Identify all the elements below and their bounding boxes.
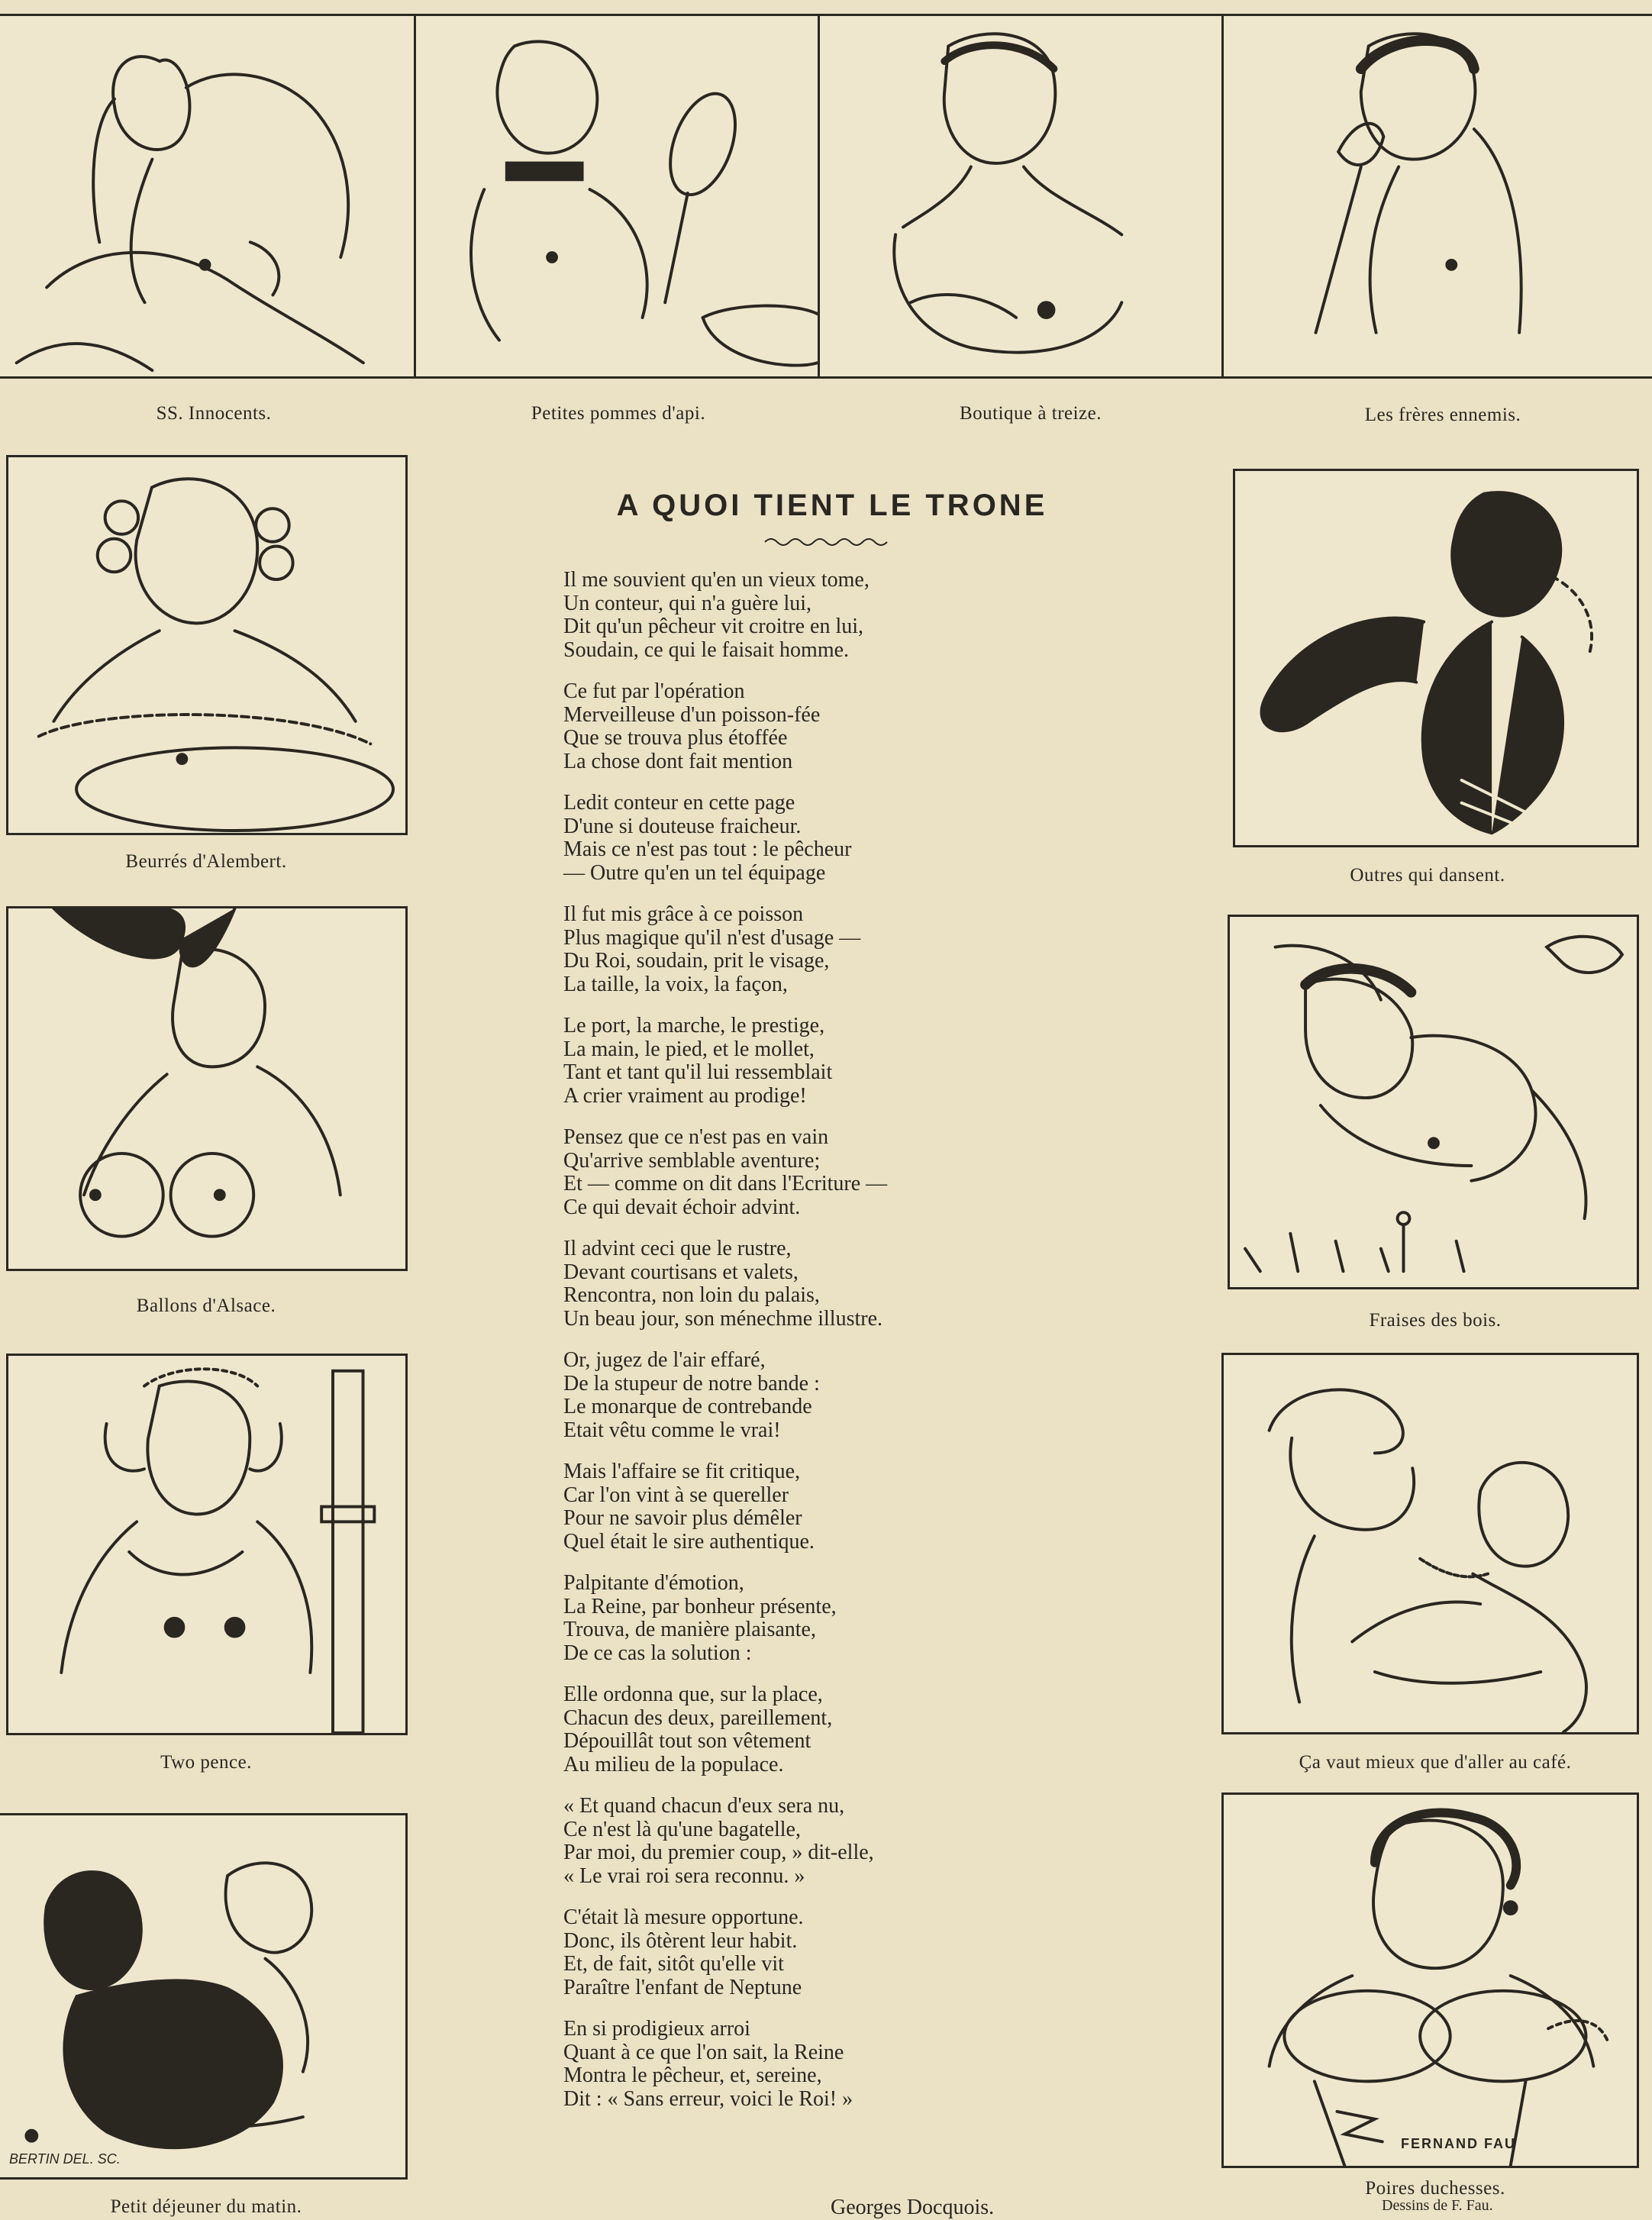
poem-line: En si prodigieux arroi (563, 2017, 750, 2041)
illustration-poires-duchesses (1221, 1792, 1639, 2168)
poem-stanza (563, 1015, 1098, 1108)
poem-author: Georges Docquois. (831, 2196, 995, 2219)
illustration-boutique-a-treize (818, 14, 1224, 379)
poem-line: Et — comme on dit dans l'Ecriture — (563, 1172, 888, 1196)
poem-line: Et, de fait, sitôt qu'elle vit (563, 1952, 784, 1976)
poem-line: Pour ne savoir plus démêler (563, 1506, 802, 1530)
caption-poires-duchesses: Poires duchesses. (1365, 2178, 1505, 2199)
illustration-petit-dejeuner (0, 1813, 408, 2180)
poem-line: De la stupeur de notre bande : (563, 1371, 820, 1396)
poem-stanza (563, 1237, 1098, 1331)
poem-line: Donc, ils ôtèrent leur habit. (563, 1928, 798, 1953)
signature-engraver: BERTIN DEL. SC. (9, 2151, 121, 2167)
caption-ballons-dalsace: Ballons d'Alsace. (136, 1296, 276, 1316)
poem-line: Quant à ce que l'on sait, la Reine (563, 2040, 844, 2064)
poem-line: Soudain, ce qui le faisait homme. (563, 637, 850, 662)
poem-stanza (563, 1683, 1098, 1776)
title-flourish (763, 534, 893, 550)
poem-stanza (563, 1460, 1098, 1554)
poem-line: Paraître l'enfant de Neptune (563, 1975, 802, 1999)
poem-stanza (563, 680, 1098, 773)
poem-line: « Le vrai roi sera reconnu. » (563, 1863, 805, 1888)
illustration-outres-qui-dansent (1233, 469, 1639, 847)
poem-line: Elle ordonna que, sur la place, (563, 1683, 823, 1706)
poem-line: La chose dont fait mention (563, 749, 793, 773)
poem-stanza (563, 792, 1098, 885)
poem-line: C'était là mesure opportune. (563, 1905, 804, 1929)
poem-stanza (563, 1795, 1098, 1888)
caption-boutique-a-treize: Boutique à treize. (959, 403, 1102, 424)
illustrations-credit: Dessins de F. Fau. (1382, 2197, 1493, 2214)
poem-line: Trouva, de manière plaisante, (563, 1618, 816, 1641)
signature-artist: FERNAND FAU (1401, 2136, 1516, 2151)
poem-line: Ledit conteur en cette page (563, 791, 795, 815)
poem-stanza (563, 1906, 1098, 1999)
poem-line: Au milieu de la populace. (563, 1752, 784, 1776)
poem-line: La Reine, par bonheur présente, (563, 1594, 837, 1618)
poem-line: Rencontra, non loin du palais, (563, 1283, 820, 1307)
poem-line: Que se trouva plus étoffée (563, 726, 788, 750)
caption-petites-pommes: Petites pommes d'api. (531, 403, 706, 424)
poem-line: D'une si douteuse fraicheur. (563, 814, 802, 838)
poem-stanza (563, 2018, 1098, 2111)
illustration-ca-vaut-mieux (1221, 1353, 1639, 1734)
caption-petit-dejeuner: Petit déjeuner du matin. (110, 2196, 302, 2217)
poem-line: Ce fut par l'opération (563, 679, 745, 703)
poem-stanza (563, 1572, 1098, 1665)
poem-line: Dit qu'un pêcheur vit croitre en lui, (563, 615, 864, 638)
poem-line: Mais l'affaire se fit critique, (563, 1460, 801, 1483)
poem-line: Par moi, du premier coup, » dit-elle, (563, 1841, 874, 1864)
poem-line: Qu'arrive semblable aventure; (563, 1148, 821, 1173)
poem-body (563, 569, 1098, 2129)
caption-beurres-dalembert: Beurrés d'Alembert. (125, 851, 287, 872)
poem-line: Etait vêtu comme le vrai! (563, 1418, 781, 1442)
illustration-les-freres-ennemis (1221, 14, 1652, 379)
poem-line: Un beau jour, son ménechme illustre. (563, 1306, 882, 1331)
poem-title: A QUOI TIENT LE TRONE (616, 489, 1048, 522)
caption-ss-innocents: SS. Innocents. (156, 403, 272, 424)
poem-line: Merveilleuse d'un poisson-fée (563, 702, 821, 727)
poem-line: Le monarque de contrebande (563, 1395, 812, 1418)
poem-line: A crier vraiment au prodige! (563, 1083, 807, 1108)
poem-line: « Et quand chacun d'eux sera nu, (563, 1794, 845, 1818)
caption-les-freres-ennemis: Les frères ennemis. (1364, 405, 1521, 425)
poem-line: Il fut mis grâce à ce poisson (563, 902, 804, 926)
poem-stanza (563, 569, 1098, 662)
poem-line: Il me souvient qu'en un vieux tome, (563, 568, 870, 592)
illustration-petites-pommes-dapi (414, 14, 820, 379)
illustration-ballons-dalsace (6, 906, 408, 1271)
poem-stanza (563, 903, 1098, 996)
caption-fraises-des-bois: Fraises des bois. (1369, 1310, 1502, 1331)
poem-line: Un conteur, qui n'a guère lui, (563, 591, 812, 615)
poem-line: Mais ce n'est pas tout : le pêcheur (563, 837, 852, 861)
caption-ca-vaut-mieux: Ça vaut mieux que d'aller au café. (1299, 1752, 1572, 1773)
poem-line: Or, jugez de l'air effaré, (563, 1348, 766, 1372)
poem-line: Dépouillât tout son vêtement (563, 1729, 811, 1753)
illustration-ss-innocents (0, 14, 416, 379)
poem-stanza (563, 1349, 1098, 1442)
poem-line: Chacun des deux, pareillement, (563, 1705, 833, 1730)
caption-outres-qui-dansent: Outres qui dansent. (1350, 865, 1505, 886)
poem-line: — Outre qu'en un tel équipage (563, 860, 826, 885)
poem-line: Plus magique qu'il n'est d'usage — (563, 925, 861, 950)
poem-line: Tant et tant qu'il lui ressemblait (563, 1060, 833, 1084)
poem-line: La taille, la voix, la façon, (563, 972, 788, 996)
poem-line: Il advint ceci que le rustre, (563, 1237, 792, 1260)
caption-two-pence: Two pence. (160, 1752, 252, 1773)
poem-line: Pensez que ce n'est pas en vain (563, 1125, 829, 1149)
poem-line: Quel était le sire authentique. (563, 1529, 815, 1554)
illustration-beurres-dalembert (6, 455, 408, 835)
poem-stanza (563, 1126, 1098, 1219)
illustration-fraises-des-bois (1228, 915, 1639, 1289)
poem-line: La main, le pied, et le mollet, (563, 1037, 815, 1061)
poem-line: Le port, la marche, le prestige, (563, 1014, 825, 1037)
poem-line: De ce cas la solution : (563, 1641, 752, 1665)
poem-line: Montra le pêcheur, et, sereine, (563, 2064, 822, 2087)
poem-line: Ce n'est là qu'une bagatelle, (563, 1817, 801, 1841)
poem-line: Ce qui devait échoir advint. (563, 1195, 801, 1219)
illustration-two-pence (6, 1354, 408, 1735)
poem-line: Palpitante d'émotion, (563, 1571, 744, 1595)
poem-line: Devant courtisans et valets, (563, 1260, 799, 1284)
poem-line: Dit : « Sans erreur, voici le Roi! » (563, 2086, 853, 2111)
poem-line: Du Roi, soudain, prit le visage, (563, 949, 830, 973)
poem-line: Car l'on vint à se quereller (563, 1483, 789, 1507)
